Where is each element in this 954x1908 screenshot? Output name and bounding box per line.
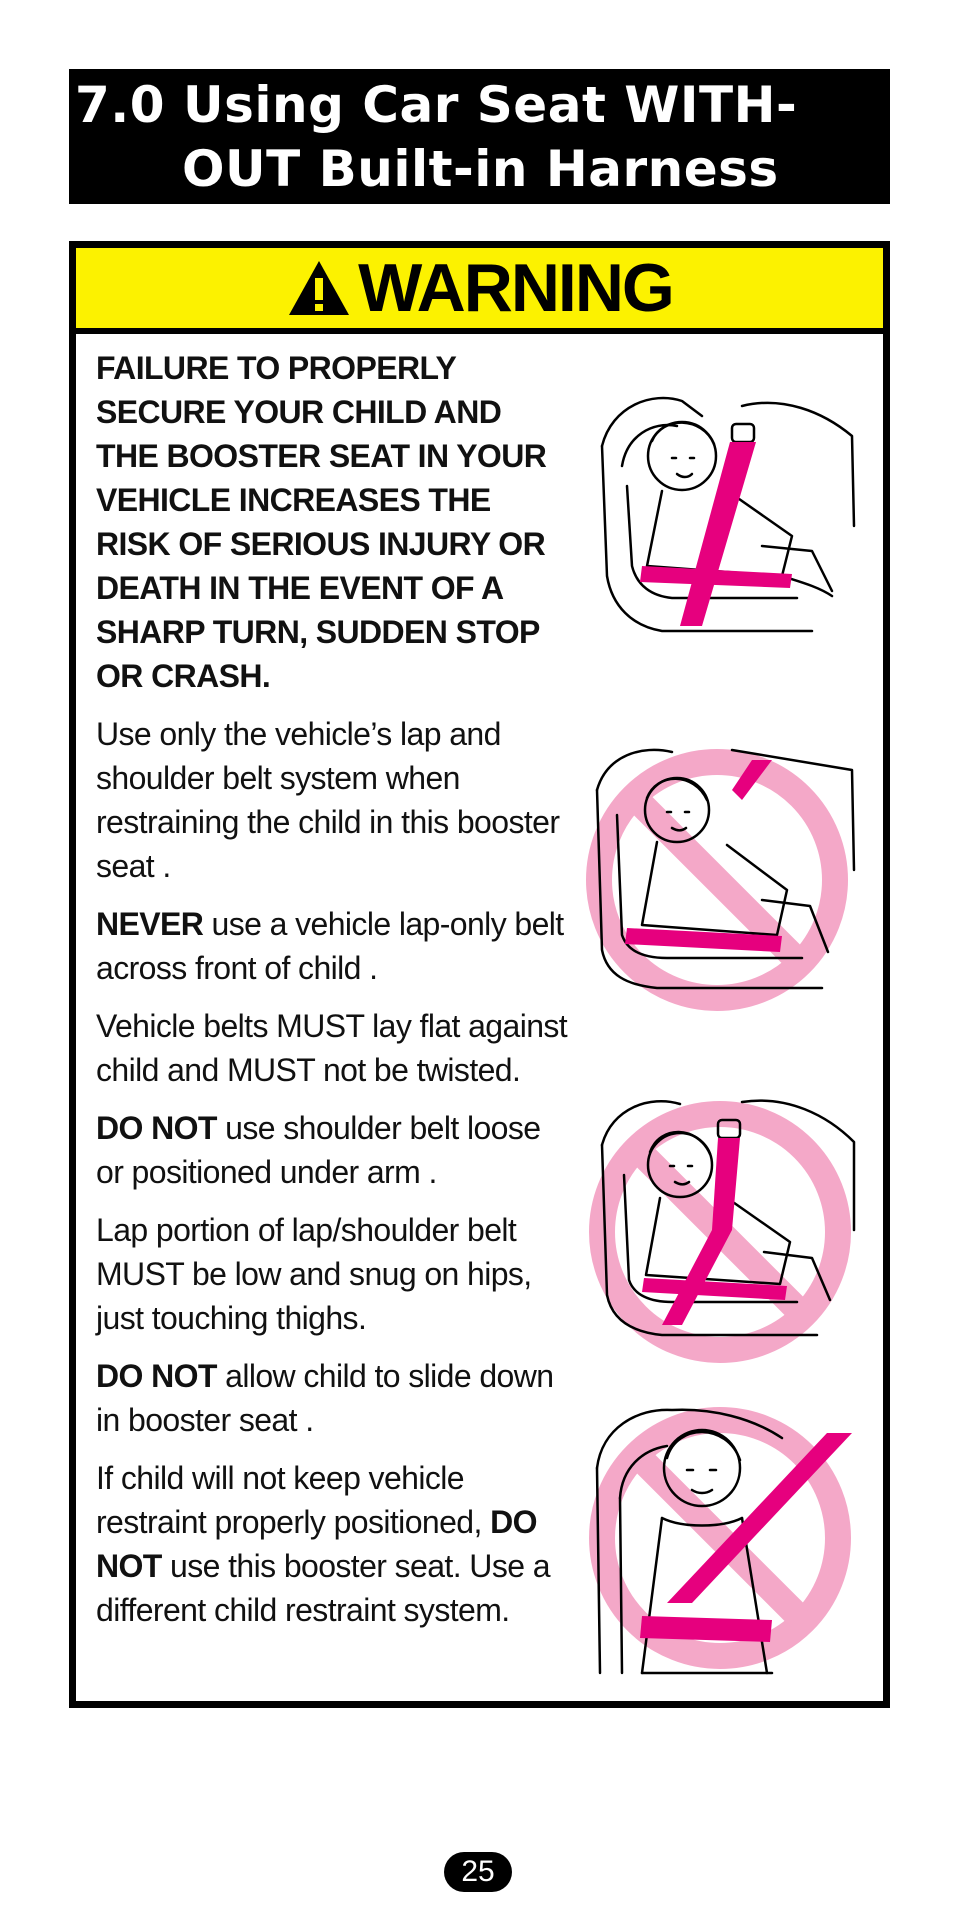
section-title-bar (69, 69, 890, 204)
instruction-belts-flat: Vehicle belts MUST lay flat against child and MUST not be twisted. (96, 1008, 568, 1088)
instruction-no-slide (96, 1354, 571, 1442)
instruction-text: use shoulder belt loose or positioned under arm . (96, 1110, 541, 1190)
warning-box (69, 241, 890, 1708)
emphasis-do-not: DO NOT (96, 1504, 537, 1584)
instruction-text: use a vehicle lap-only belt across front of child . (96, 906, 564, 986)
instruction-lap-portion: Lap portion of lap/shoulder belt MUST be low and snug on hips, just touching thighs. (96, 1212, 532, 1336)
instruction-shoulder-belt (96, 1106, 571, 1194)
instruction-never-lap-only (96, 902, 571, 990)
illustration-correct-belt (582, 376, 858, 656)
emphasis-do-not: DO NOT (96, 1110, 217, 1146)
instruction-lap-shoulder-only: Use only the vehicle’s lap and shoulder belt system when restraining the child in this booster seat . (96, 716, 560, 884)
instruction-text: If child will not keep vehicle restraint properly positioned, (96, 1460, 491, 1540)
illustration-lap-only-belt (582, 730, 858, 1015)
warning-label: WARNING (358, 250, 673, 326)
instruction-text: allow child to slide down in booster seat . (96, 1358, 554, 1438)
emphasis-never: NEVER (96, 906, 204, 942)
illustration-child-slides-down (582, 1388, 858, 1678)
page-number-badge: 25 (444, 1852, 512, 1892)
warning-header (76, 248, 883, 334)
lap-belt (640, 1616, 772, 1642)
instruction-text: use this booster seat. Use a different child restraint system. (96, 1548, 550, 1628)
emphasis-do-not: DO NOT (96, 1358, 217, 1394)
instruction-alternative-restraint (96, 1456, 571, 1632)
warning-text-column (96, 346, 571, 1646)
warning-lead-statement: FAILURE TO PROPERLY SECURE YOUR CHILD AND THE BOOSTER SEAT IN YOUR VEHICLE INCREASES THE RISK OF SERIOUS INJURY OR DEATH IN THE EVENT OF A SHARP TURN, SUDDEN STOP OR CRASH. (96, 350, 547, 694)
illustration-belt-under-arm (582, 1080, 858, 1370)
section-title-line-2: OUT Built-in Harness (182, 140, 779, 198)
shoulder-belt-under-arm (712, 1138, 740, 1230)
section-title-line-1: 7.0 Using Car Seat WITH- (75, 76, 798, 134)
warning-triangle-icon (286, 258, 352, 318)
